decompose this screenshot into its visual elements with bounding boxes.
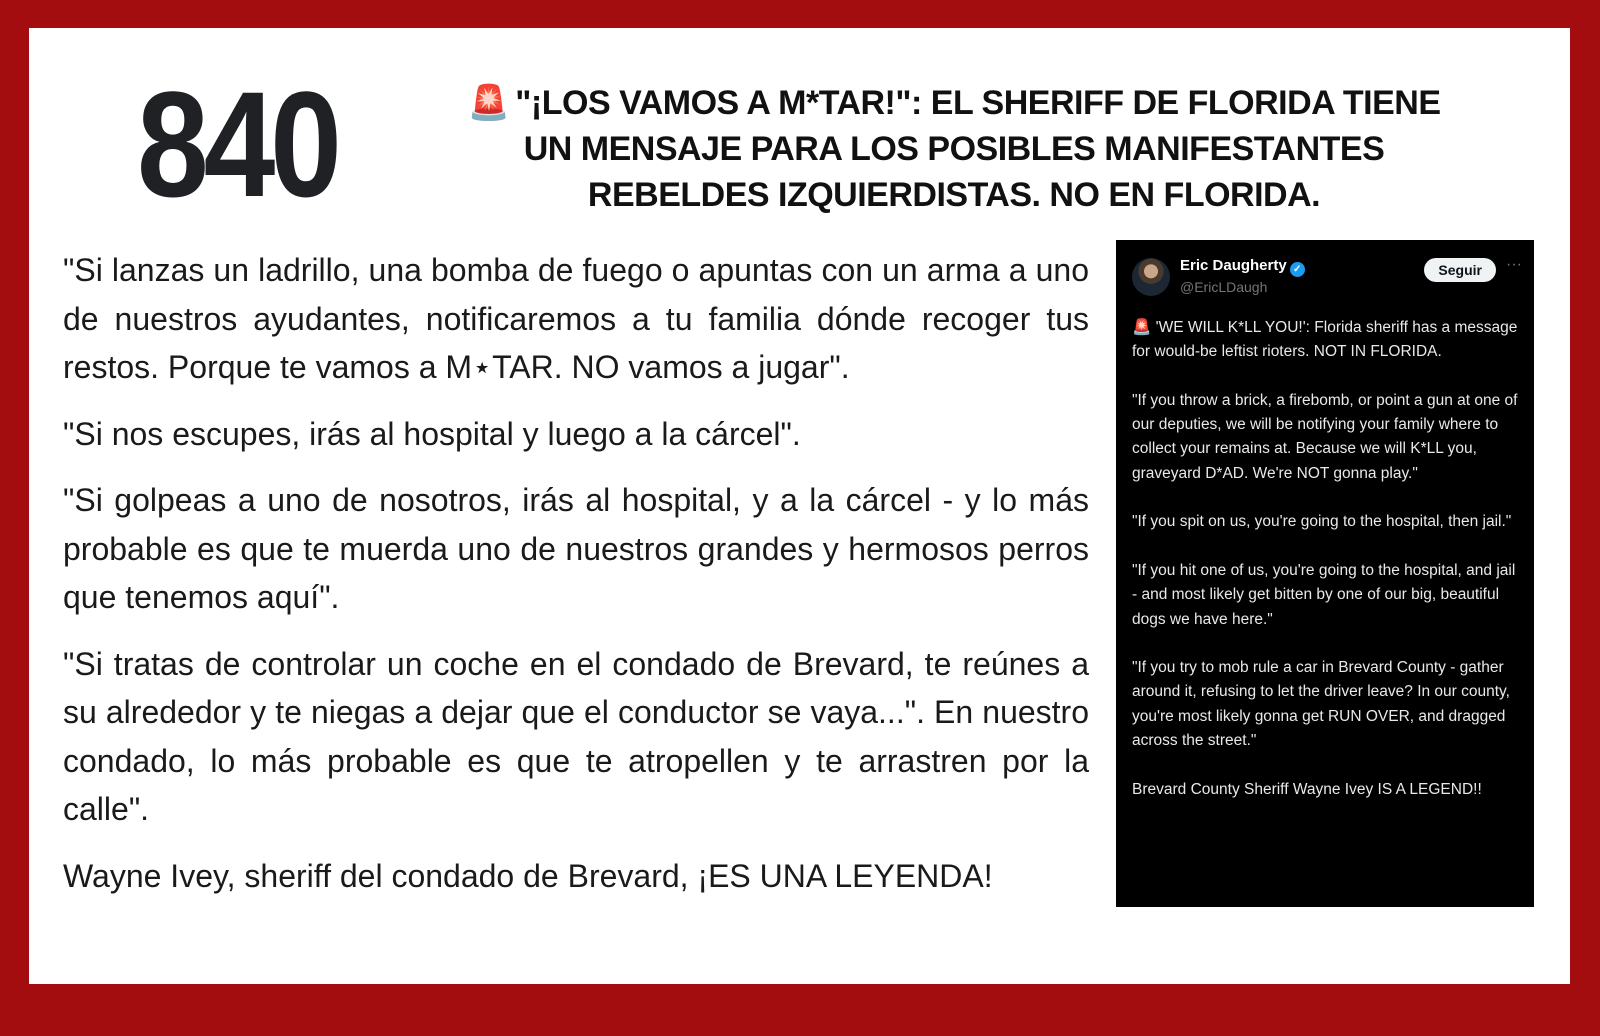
tweet-paragraph: "If you spit on us, you're going to the hospital, then jail." xyxy=(1132,513,1512,531)
tweet-header xyxy=(1132,256,1522,300)
more-options-icon[interactable]: ··· xyxy=(1506,256,1522,273)
post-card xyxy=(29,28,1570,984)
tweet-paragraph: Brevard County Sheriff Wayne Ivey IS A LEGEND!! xyxy=(1132,780,1482,798)
headline-text: "¡LOS VAMOS A M*TAR!": EL SHERIFF DE FLORIDA TIENE UN MENSAJE PARA LOS POSIBLES MANIFESTANTES REBELDES IZQUIERDISTAS. NO EN FLORIDA. xyxy=(515,84,1441,214)
tweet-paragraph: "If you throw a brick, a firebomb, or point a gun at one of our deputies, we will be notifying your family where to collect your remains at. Because we will K*LL you, graveyard D*AD. We're NOT gonna play." xyxy=(1132,391,1518,482)
headline xyxy=(444,80,1464,218)
tweet-screenshot xyxy=(1116,240,1534,907)
translation-body xyxy=(63,246,1089,918)
body-paragraph: "Si lanzas un ladrillo, una bomba de fuego o apuntas con un arma a uno de nuestros ayudantes, notificaremos a tu familia dónde recoger tus restos. Porque te vamos a M⋆TAR. NO vamos a jugar". xyxy=(63,252,1089,385)
post-number: 840 xyxy=(137,60,337,228)
follow-button[interactable]: Seguir xyxy=(1424,258,1496,282)
body-paragraph: "Si tratas de controlar un coche en el condado de Brevard, te reúnes a su alrededor y te niegas a dejar que el conductor se vaya...". En nuestro condado, lo más probable es que te atropellen y te arrastren por la calle". xyxy=(63,645,1089,827)
tweet-paragraph: "If you try to mob rule a car in Brevard County - gather around it, refusing to let the driver leave? In our county, you're most likely gonna get RUN OVER, and dragged across the street." xyxy=(1132,659,1510,750)
body-paragraph: Wayne Ivey, sheriff del condado de Brevard, ¡ES UNA LEYENDA! xyxy=(63,857,993,894)
tweet-paragraph: "If you hit one of us, you're going to the hospital, and jail - and most likely get bitten by one of our big, beautiful dogs we have here." xyxy=(1132,561,1516,628)
body-paragraph: "Si golpeas a uno de nosotros, irás al hospital, y a la cárcel - y lo más probable es que te muerda uno de nuestros grandes y hermosos perros que tenemos aquí". xyxy=(63,482,1089,615)
body-paragraph: "Si nos escupes, irás al hospital y luego a la cárcel". xyxy=(63,415,801,452)
tweet-body xyxy=(1132,316,1518,826)
avatar[interactable] xyxy=(1132,258,1170,296)
siren-icon: 🚨 xyxy=(1132,319,1152,336)
police-siren-icon: 🚨 xyxy=(467,84,510,122)
author-handle[interactable]: @EricLDaugh xyxy=(1180,279,1268,295)
tweet-author xyxy=(1180,256,1305,297)
author-name[interactable]: Eric Daugherty xyxy=(1180,257,1287,274)
tweet-paragraph: 🚨 'WE WILL K*LL YOU!': Florida sheriff has a message for would-be leftist rioters. NOT IN FLORIDA. xyxy=(1132,319,1518,361)
verified-badge-icon: ✓ xyxy=(1290,262,1305,277)
